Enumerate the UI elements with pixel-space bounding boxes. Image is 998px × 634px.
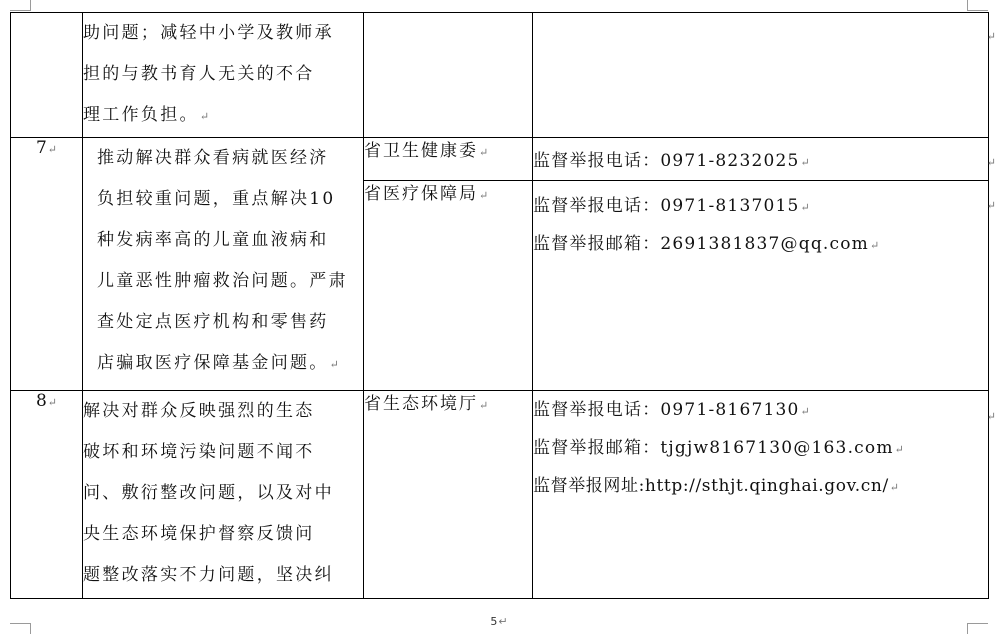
contact-line: 监督举报邮箱：2691381837@qq.com↵ bbox=[533, 234, 881, 254]
contact-line: 监督举报网址:http://sthjt.qinghai.gov.cn/↵ bbox=[533, 476, 900, 496]
row-end-mark-icon: ↵ bbox=[986, 30, 996, 43]
paragraph-mark-icon: ↵ bbox=[199, 110, 212, 123]
cell-contact-ecology bbox=[533, 391, 989, 599]
text-line: 店骗取医疗保障基金问题。↵ bbox=[97, 353, 342, 373]
row-end-mark-icon: ↵ bbox=[986, 199, 996, 212]
cell-issue-text bbox=[83, 13, 364, 138]
text-line: 破坏和环境污染问题不闻不 bbox=[83, 442, 315, 462]
cell-department-empty bbox=[364, 13, 533, 138]
text-line: 理工作负担。↵ bbox=[83, 105, 212, 125]
table-row-7a bbox=[11, 138, 989, 181]
contact-line: 监督举报电话：0971-8167130↵ bbox=[533, 400, 811, 420]
cell-contact-health bbox=[533, 138, 989, 181]
text-line: 题整改落实不力问题，坚决纠 bbox=[83, 565, 334, 585]
paragraph-mark-icon: ↵ bbox=[479, 189, 491, 202]
table-row-8 bbox=[11, 391, 989, 599]
cell-number-7: 7↵ bbox=[11, 138, 83, 391]
text-line: 解决对群众反映强烈的生态 bbox=[83, 401, 315, 421]
text-line: 担的与教书育人无关的不合 bbox=[83, 64, 315, 84]
paragraph-mark-icon: ↵ bbox=[479, 399, 491, 412]
paragraph-mark-icon: ↵ bbox=[498, 615, 508, 628]
text-line: 负担较重问题，重点解决10 bbox=[97, 189, 336, 209]
cell-department-health: 省卫生健康委↵ bbox=[364, 138, 533, 181]
crop-mark-top-left bbox=[10, 0, 31, 11]
paragraph-mark-icon: ↵ bbox=[800, 405, 811, 418]
cell-contact-medical-security bbox=[533, 181, 989, 391]
text-line: 推动解决群众看病就医经济 bbox=[97, 148, 329, 168]
text-line: 助问题；减轻中小学及教师承 bbox=[83, 23, 334, 43]
cell-number-empty bbox=[11, 13, 83, 138]
paragraph-mark-icon: ↵ bbox=[329, 358, 342, 371]
cell-issue-text-8 bbox=[83, 391, 364, 599]
cell-contact-empty bbox=[533, 13, 989, 138]
page-number: 5 bbox=[490, 615, 498, 628]
table-row-continued bbox=[11, 13, 989, 138]
paragraph-mark-icon: ↵ bbox=[800, 201, 811, 214]
contact-line: 监督举报电话：0971-8232025↵ bbox=[533, 151, 811, 171]
text-line: 儿童恶性肿瘤救治问题。严肃 bbox=[97, 271, 348, 291]
cell-department-medical-security: 省医疗保障局↵ bbox=[364, 181, 533, 391]
page-footer bbox=[0, 615, 998, 628]
contact-line: 监督举报邮箱：tjgjw8167130@163.com↵ bbox=[533, 438, 906, 458]
cell-department-ecology: 省生态环境厅↵ bbox=[364, 391, 533, 599]
paragraph-mark-icon: ↵ bbox=[894, 443, 906, 456]
cell-issue-text-7 bbox=[83, 138, 364, 391]
paragraph-mark-icon: ↵ bbox=[800, 156, 811, 169]
text-line: 央生态环境保护督察反馈问 bbox=[83, 524, 315, 544]
text-line: 种发病率高的儿童血液病和 bbox=[97, 230, 329, 250]
cell-number-8: 8↵ bbox=[11, 391, 83, 599]
paragraph-mark-icon: ↵ bbox=[870, 239, 881, 252]
paragraph-mark-icon: ↵ bbox=[889, 481, 900, 494]
row-end-mark-icon: ↵ bbox=[986, 156, 996, 169]
paragraph-mark-icon: ↵ bbox=[47, 396, 58, 409]
paragraph-mark-icon: ↵ bbox=[47, 143, 58, 156]
supervision-table bbox=[10, 12, 989, 599]
text-line: 问、敷衍整改问题，以及对中 bbox=[83, 483, 334, 503]
text-line: 查处定点医疗机构和零售药 bbox=[97, 312, 329, 332]
row-end-mark-icon: ↵ bbox=[986, 410, 996, 423]
contact-line: 监督举报电话：0971-8137015↵ bbox=[533, 196, 811, 216]
paragraph-mark-icon: ↵ bbox=[479, 146, 491, 159]
crop-mark-top-right bbox=[967, 0, 988, 11]
